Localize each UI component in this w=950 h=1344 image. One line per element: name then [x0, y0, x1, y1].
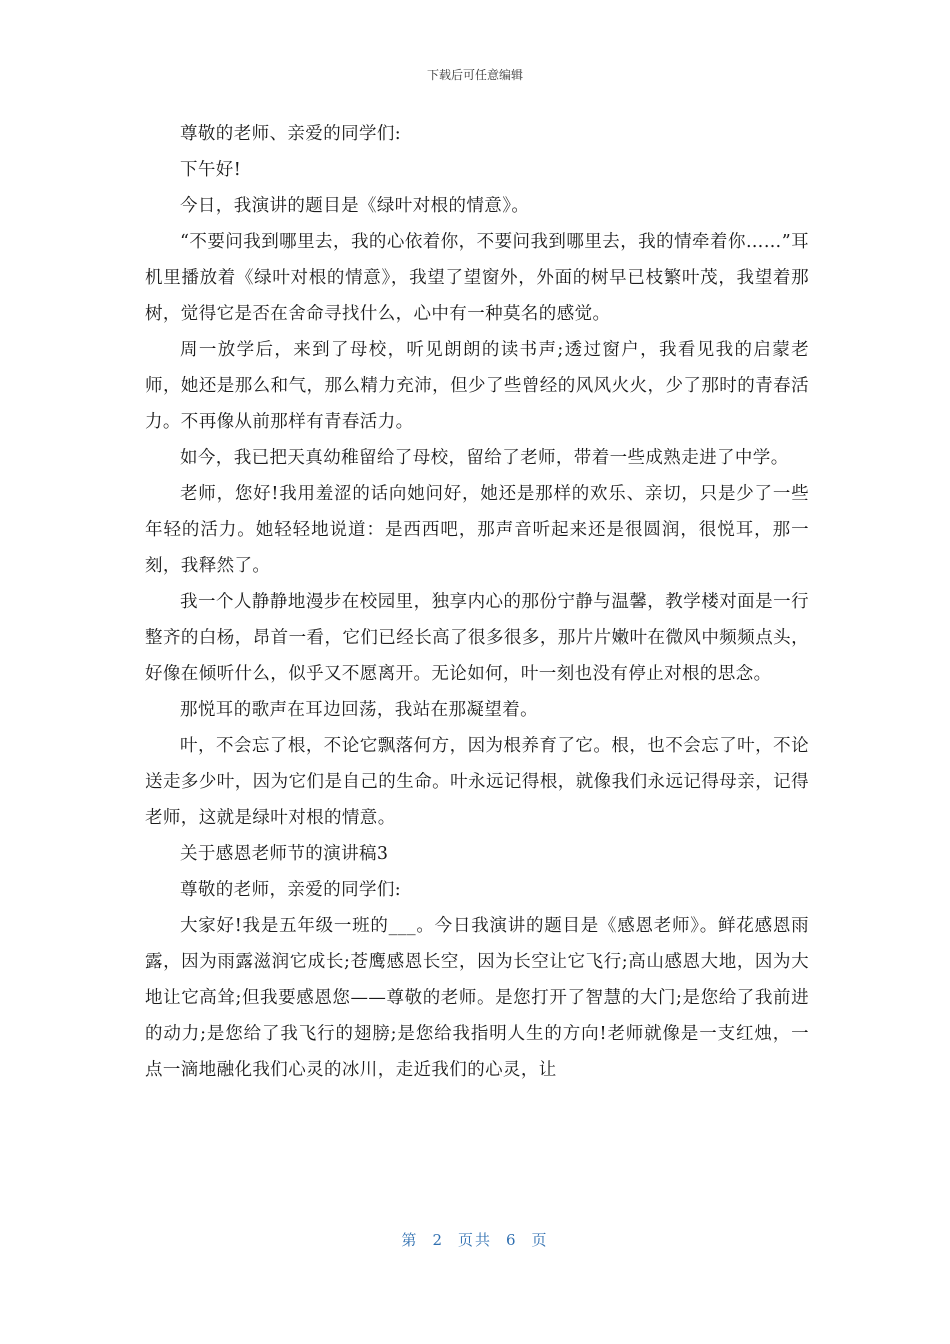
paragraph-campus-walk: 我一个人静静地漫步在校园里，独享内心的那份宁静与温馨，教学楼对面是一行整齐的白杨，昂首一看，它们已经长高了很多很多，那片片嫩叶在微风中频频点头，好像在倾听什么，似乎又不愿离开。无论如何，叶一刻也没有停止对根的思念。	[145, 592, 809, 684]
footer-ye-gong: 页共	[457, 1231, 492, 1249]
page-header-note: 下载后可任意编辑	[426, 68, 523, 82]
paragraph-greeting-2: 尊敬的老师，亲爱的同学们:	[180, 880, 402, 900]
footer-di: 第	[401, 1231, 419, 1249]
paragraph-song-echo: 那悦耳的歌声在耳边回荡，我站在那凝望着。	[180, 700, 538, 720]
paragraph-song: “不要问我到哪里去，我的心依着你，不要问我到哪里去，我的情牵着你……”耳机里播放着《绿叶对根的情意》，我望了望窗外，外面的树早已枝繁叶茂，我望着那树，觉得它是否在舍命寻找什么，心中有一种莫名的感觉。	[145, 232, 809, 324]
document-body	[145, 116, 809, 1088]
total-pages: 6	[506, 1231, 518, 1249]
paragraph-now: 如今，我已把天真幼稚留给了母校，留给了老师，带着一些成熟走进了中学。	[180, 448, 789, 468]
paragraph-hello: 下午好!	[180, 160, 242, 180]
paragraph-greeting: 尊敬的老师、亲爱的同学们:	[180, 124, 402, 144]
page-number: 2	[432, 1231, 444, 1249]
paragraph-school-visit: 周一放学后，来到了母校，听见朗朗的读书声;透过窗户，我看见我的启蒙老师，她还是那么和气，那么精力充沛，但少了些曾经的风风火火，少了那时的青春活力。不再像从前那样有青春活力。	[145, 340, 809, 432]
paragraph-greeting-teacher: 老师，您好!我用羞涩的话向她问好，她还是那样的欢乐、亲切，只是少了一些年轻的活力。她轻轻地说道：是西西吧，那声音听起来还是很圆润，很悦耳，那一刻，我释然了。	[145, 484, 809, 576]
footer-ye: 页	[531, 1231, 549, 1249]
page-footer	[0, 1229, 950, 1250]
paragraph-topic: 今日，我演讲的题目是《绿叶对根的情意》。	[180, 196, 530, 216]
section-title: 关于感恩老师节的演讲稿3	[180, 844, 389, 864]
paragraph-intro-2: 大家好!我是五年级一班的___。今日我演讲的题目是《感恩老师》。鲜花感恩雨露，因为雨露滋润它成长;苍鹰感恩长空，因为长空让它飞行;高山感恩大地，因为大地让它高耸;但我要感恩您——尊敬的老师。是您打开了智慧的大门;是您给了我前进的动力;是您给了我飞行的翅膀;是您给我指明人生的方向!老师就像是一支红烛，一点一滴地融化我们心灵的冰川，走近我们的心灵，让	[145, 916, 809, 1080]
paragraph-leaf-root: 叶，不会忘了根，不论它飘落何方，因为根养育了它。根，也不会忘了叶，不论送走多少叶，因为它们是自己的生命。叶永远记得根，就像我们永远记得母亲，记得老师，这就是绿叶对根的情意。	[145, 736, 809, 828]
